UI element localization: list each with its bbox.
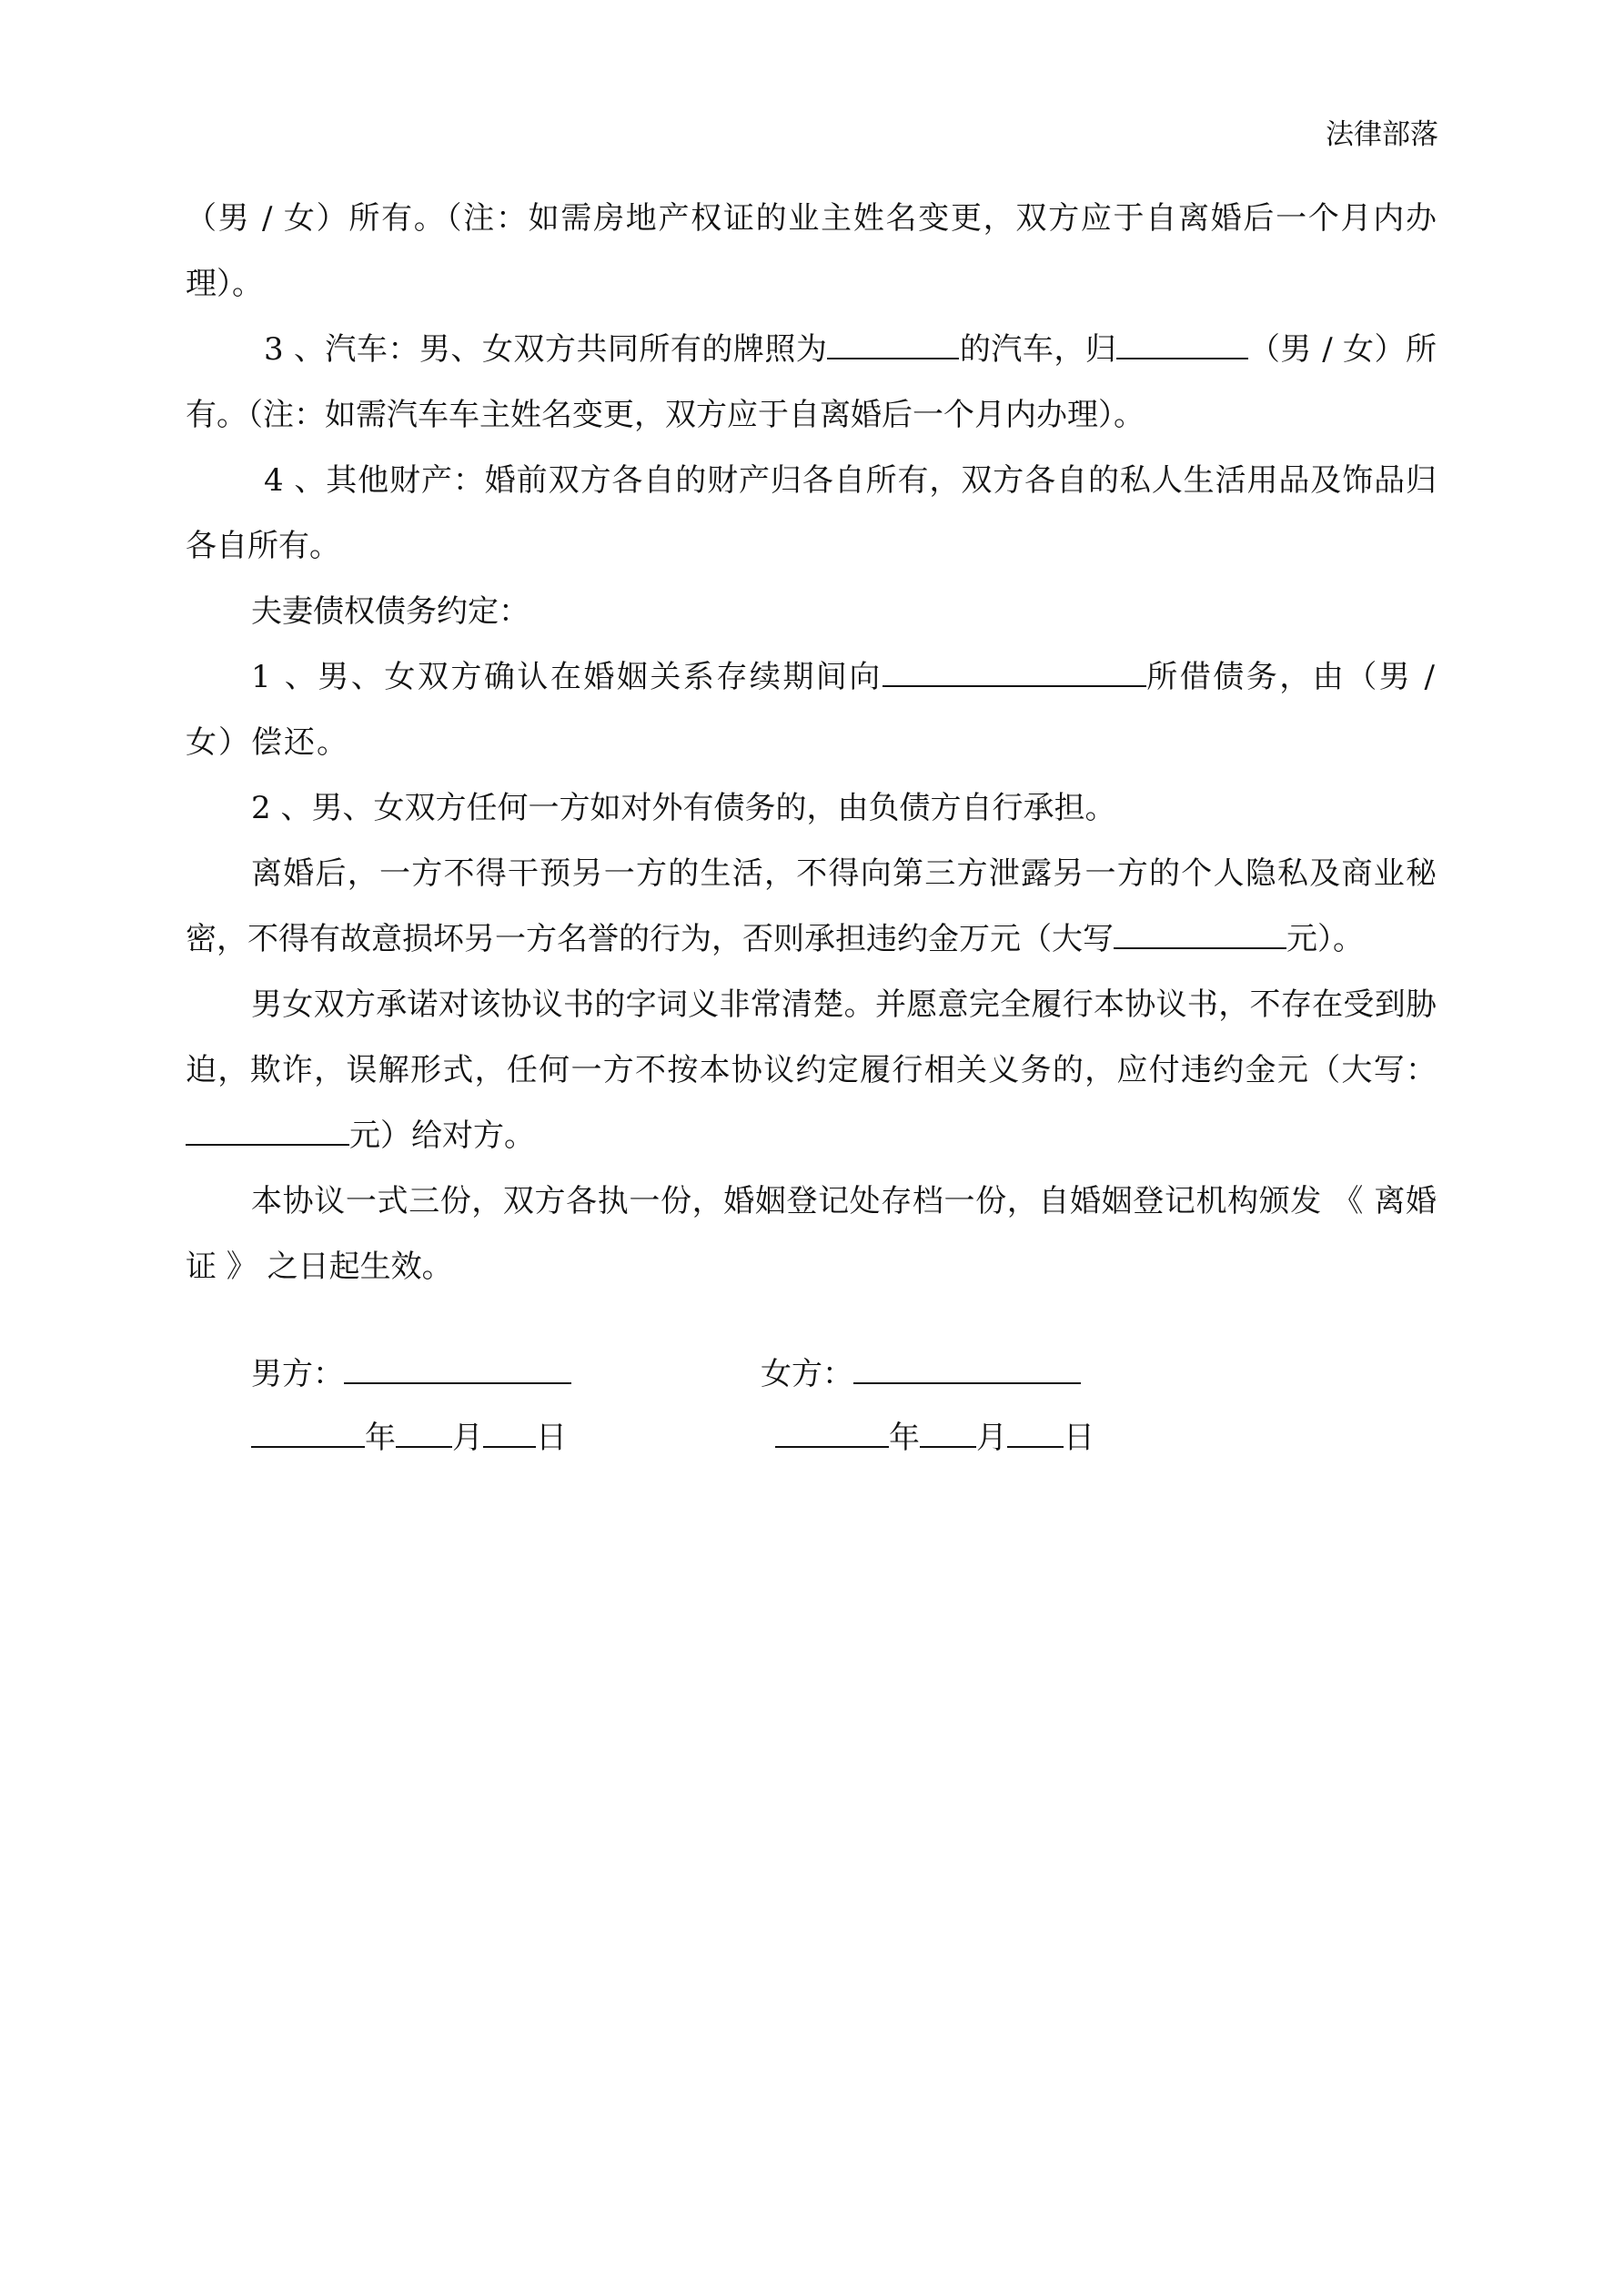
paragraph-house-ownership: （男 / 女）所有。（注：如需房地产权证的业主姓名变更，双方应于自离婚后一个月内办理）。 [186, 200, 1437, 302]
paragraph-debt-heading: 夫妻债权债务约定： [251, 593, 530, 630]
paragraph-car [186, 317, 1437, 448]
female-signature-block [761, 1342, 1094, 1470]
paragraph-other-property: 4 、其他财产：婚前双方各自的财产归各自所有，双方各自的私人生活用品及饰品归各自所有。 [186, 462, 1437, 564]
male-date-row [251, 1406, 571, 1470]
male-month-blank[interactable] [396, 1419, 452, 1448]
agreement-body [186, 186, 1437, 1300]
commitment-text-start: 男女双方承诺对该协议书的字词义非常清楚。并愿意完全履行本协议书，不存在受到胁迫，欺诈，误解形式，任何一方不按本协议约定履行相关义务的，应付违约金元（大写： [186, 986, 1437, 1088]
male-label: 男方： [251, 1356, 344, 1392]
male-year-blank[interactable] [251, 1419, 365, 1448]
debt-1-text-start: 1 、男、女双方确认在婚姻关系存续期间向 [251, 659, 883, 695]
female-signature-row [761, 1342, 1094, 1406]
male-signature-blank[interactable] [344, 1355, 571, 1384]
car-owner-blank[interactable] [1116, 330, 1248, 359]
female-day-blank[interactable] [1007, 1419, 1064, 1448]
female-year-label: 年 [889, 1420, 920, 1456]
paragraph-effective: 本协议一式三份，双方各执一份，婚姻登记处存档一份，自婚姻登记机构颁发 《 离婚证 》 之日起生效。 [186, 1183, 1437, 1285]
female-month-label: 月 [976, 1420, 1007, 1456]
header-brand: 法律部落 [1326, 118, 1438, 151]
female-year-blank[interactable] [775, 1419, 889, 1448]
car-text-end: （男 / 女）所有。（注：如需汽车车主姓名变更，双方应于自离婚后一个月内办理）。 [186, 331, 1437, 433]
male-signature-block [251, 1342, 571, 1470]
male-month-label: 月 [452, 1420, 483, 1456]
male-day-blank[interactable] [483, 1419, 536, 1448]
debt-1-text-end: 所借债务，由（男 / 女）偿还。 [186, 659, 1437, 761]
compensation-amount-blank[interactable] [186, 1117, 349, 1146]
paragraph-commitment [186, 972, 1437, 1168]
female-signature-blank[interactable] [853, 1355, 1081, 1384]
female-label: 女方： [761, 1356, 853, 1392]
paragraph-privacy [186, 841, 1437, 972]
female-date-row [761, 1406, 1094, 1470]
paragraph-debt-1 [186, 644, 1437, 775]
creditor-blank[interactable] [883, 658, 1146, 687]
paragraph-debt-2: 2 、男、女双方任何一方如对外有债务的，由负债方自行承担。 [251, 790, 1116, 826]
privacy-text-end: 元）。 [1286, 921, 1364, 957]
female-day-label: 日 [1064, 1420, 1094, 1456]
penalty-amount-blank[interactable] [1114, 920, 1286, 949]
privacy-text-start: 离婚后，一方不得干预另一方的生活，不得向第三方泄露另一方的个人隐私及商业秘密，不得有故意损坏另一方名誉的行为，否则承担违约金万元（大写 [186, 855, 1437, 957]
commitment-text-end: 元）给对方。 [349, 1118, 535, 1154]
male-year-label: 年 [365, 1420, 396, 1456]
male-day-label: 日 [536, 1420, 567, 1456]
car-text-middle: 的汽车，归 [959, 331, 1117, 368]
plate-number-blank[interactable] [827, 330, 959, 359]
male-signature-row [251, 1342, 571, 1406]
female-month-blank[interactable] [920, 1419, 976, 1448]
car-text-start: 3 、汽车：男、女双方共同所有的牌照为 [264, 331, 828, 368]
